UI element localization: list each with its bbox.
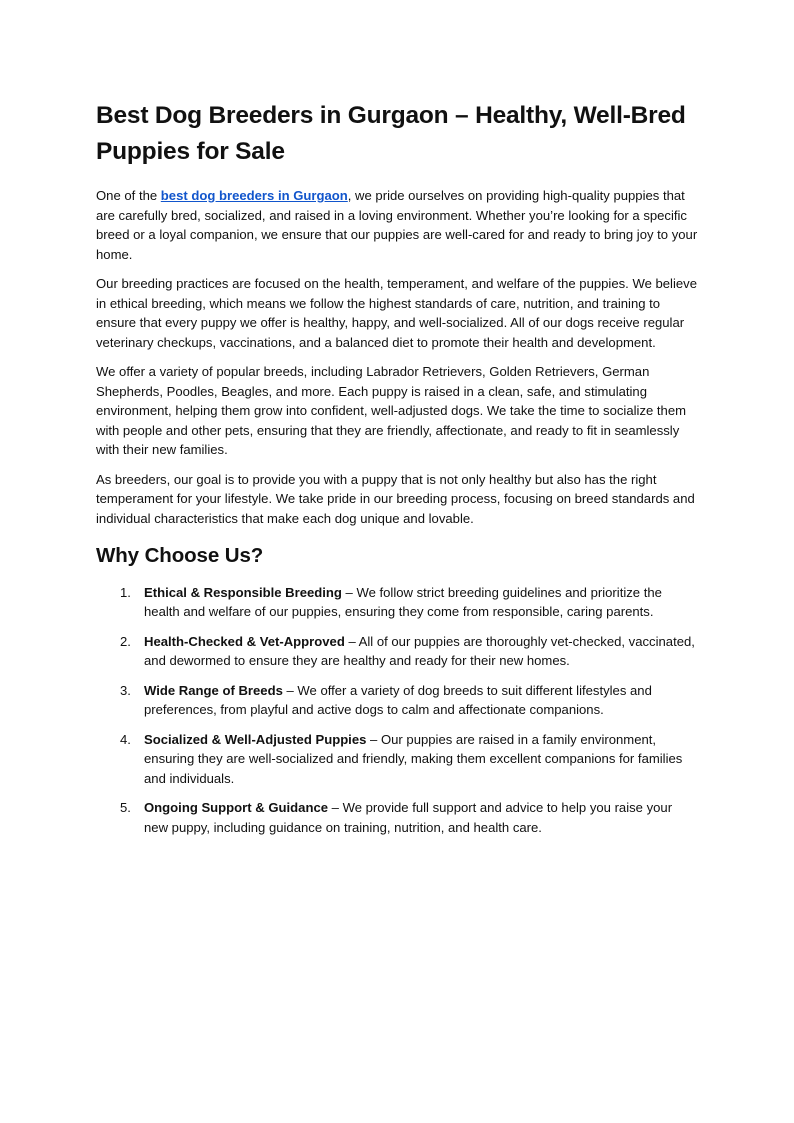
page-title: Best Dog Breeders in Gurgaon – Healthy, Well-Bred Puppies for Sale [96,102,686,165]
list-item-number: 2. [120,633,131,649]
why-choose-us-heading: Why Choose Us? [96,544,264,568]
list-item-title: Health-Checked & Vet-Approved [144,633,345,649]
list-item-text: – All of our puppies are thoroughly vet-checked, vaccinated, and dewormed to ensure they are healthy and ready for their new homes. [144,633,695,669]
list-item-number: 3. [120,682,131,698]
list-item-number: 4. [120,731,131,747]
list-item-title: Ethical & Responsible Breeding [144,584,342,600]
list-item [96,798,698,837]
list-item-text: – Our puppies are raised in a family environment, ensuring they are well-socialized and friendly, making them excellent companions for families and individuals. [144,731,683,786]
breeders-gurgaon-link[interactable]: best dog breeders in Gurgaon [160,188,348,204]
why-choose-us-list [96,583,698,838]
list-item [96,632,698,671]
list-item-number: 5. [120,800,131,816]
list-item [96,681,698,720]
body-paragraph: Our breeding practices are focused on the health, temperament, and welfare of the puppies. We believe in ethical breeding, which means we follow the highest standards of care, nutrition, and training to ensure that every puppy we offer is healthy, happy, and well-socialized. All of our dogs receive regular veterinary checkups, vaccinations, and a balanced diet to promote their health and development. [96,276,697,350]
list-item-text: – We provide full support and advice to help you raise your new puppy, including guidance on training, nutrition, and health care. [144,800,673,835]
intro-before-link: One of the [96,188,161,204]
list-item-title: Socialized & Well-Adjusted Puppies [144,731,367,747]
list-item-title: Ongoing Support & Guidance [144,800,329,816]
body-paragraph: We offer a variety of popular breeds, including Labrador Retrievers, Golden Retrievers, German Shepherds, Poodles, Beagles, and more. Each puppy is raised in a clean, safe, and stimulating environment, helping them grow into confident, well-adjusted dogs. We take the time to socialize them with people and other pets, ensuring that they are friendly, affectionate, and ready to fit in seamlessly with their new families. [96,364,687,458]
list-item [96,583,698,622]
list-item-title: Wide Range of Breeds [144,682,283,698]
list-item-text: – We offer a variety of dog breeds to suit different lifestyles and preferences, from playful and active dogs to calm and affectionate companions. [144,682,652,718]
intro-paragraph [96,186,698,264]
list-item-number: 1. [120,584,131,600]
intro-after-link: , we pride ourselves on providing high-quality puppies that are carefully bred, socialized, and raised in a loving environment. Whether you’re looking for a specific breed or a loyal companion, we ensure that our puppies are well-cared for and ready to bring joy to your home. [96,188,698,262]
list-item [96,730,698,789]
body-paragraph: As breeders, our goal is to provide you with a puppy that is not only healthy but also has the right temperament for your lifestyle. We take pride in our breeding process, focusing on breed standards and individual characteristics that make each dog unique and lovable. [96,471,695,526]
list-item-text: – We follow strict breeding guidelines and prioritize the health and welfare of our puppies, ensuring they come from responsible, caring parents. [144,584,662,620]
